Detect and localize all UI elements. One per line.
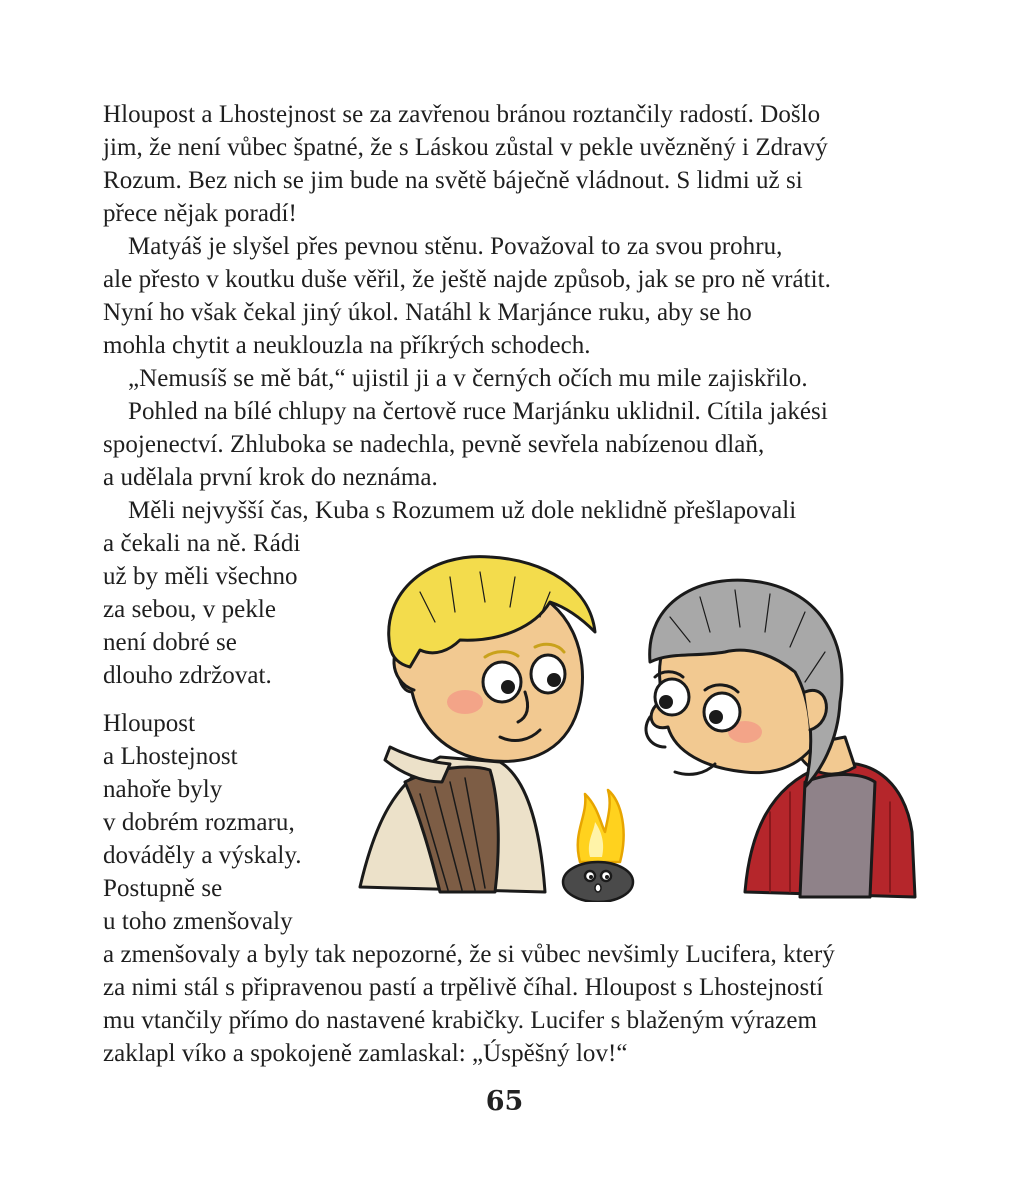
text-line: Rozum. Bez nich se jim bude na světě báječně vládnout. S lidmi už si xyxy=(103,167,803,194)
text-line: a čekali na ně. Rádi xyxy=(103,530,301,557)
boy-eye-right xyxy=(531,655,565,693)
text-line: už by měli všechno xyxy=(103,563,298,590)
text-line: přece nějak poradí! xyxy=(103,200,297,227)
flaming-stone-creature xyxy=(563,790,633,902)
blond-boy-figure xyxy=(360,557,595,892)
story-illustration xyxy=(350,532,920,902)
text-line: a udělala první krok do neznáma. xyxy=(103,464,438,491)
text-line: u toho zmenšovaly xyxy=(103,908,293,935)
text-line: ale přesto v koutku duše věřil, že ještě najde způsob, jak se pro ně vrátit. xyxy=(103,266,831,293)
text-line: Měli nejvyšší čas, Kuba s Rozumem už dole neklidně přešlapovali xyxy=(128,497,797,524)
grey-haired-man-figure xyxy=(646,580,915,897)
text-line: Matyáš je slyšel přes pevnou stěnu. Považoval to za svou prohru, xyxy=(128,233,783,260)
text-line: jim, že není vůbec špatné, že s Láskou zůstal v pekle uvězněný i Zdravý xyxy=(103,134,828,161)
text-line: a zmenšovaly a byly tak nepozorné, že si vůbec nevšimly Lucifera, který xyxy=(103,941,835,968)
text-line: v dobrém rozmaru, xyxy=(103,809,295,836)
text-line: mohla chytit a neuklouzla na příkrých schodech. xyxy=(103,332,591,359)
stone-body xyxy=(563,862,633,902)
text-line: nahoře byly xyxy=(103,776,223,803)
text-line: Hloupost xyxy=(103,710,196,737)
man-grey-shirt xyxy=(800,775,875,898)
man-eye-left xyxy=(655,679,689,715)
boy-cheek xyxy=(447,690,483,714)
boy-eye-left xyxy=(483,662,521,702)
text-line: „Nemusíš se mě bát,“ ujistil ji a v černých očích mu mile zajiskřilo. xyxy=(128,365,808,392)
text-line: a Lhostejnost xyxy=(103,743,238,770)
text-line: mu vtančily přímo do nastavené krabičky. Lucifer s blaženým výrazem xyxy=(103,1007,817,1034)
text-line: dováděly a výskaly. xyxy=(103,842,302,869)
text-line: dlouho zdržovat. xyxy=(103,662,272,689)
text-line: Postupně se xyxy=(103,875,223,902)
boy-scarf xyxy=(385,747,450,782)
man-eye-right xyxy=(704,693,740,731)
text-line: za nimi stál s připravenou pastí a trpělivě číhal. Hloupost s Lhostejností xyxy=(103,974,824,1001)
text-line: spojenectví. Zhluboka se nadechla, pevně sevřela nabízenou dlaň, xyxy=(103,431,765,458)
text-line: Nyní ho však čekal jiný úkol. Natáhl k Marjánce ruku, aby se ho xyxy=(103,299,752,326)
text-line: zaklapl víko a spokojeně zamlaskal: „Úspěšný lov!“ xyxy=(103,1040,628,1067)
text-line: není dobré se xyxy=(103,629,237,656)
text-line: Hloupost a Lhostejnost se za zavřenou bránou roztančily radostí. Došlo xyxy=(103,101,821,128)
page-number: 65 xyxy=(485,1086,524,1117)
text-line: Pohled na bílé chlupy na čertově ruce Marjánku uklidnil. Cítila jakési xyxy=(128,398,828,425)
text-line: za sebou, v pekle xyxy=(103,596,277,623)
